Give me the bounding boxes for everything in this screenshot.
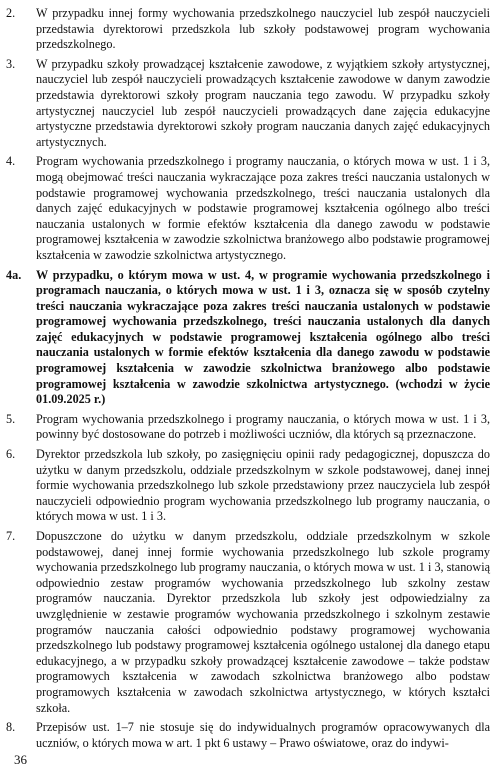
paragraph-number: 2. <box>6 6 16 20</box>
paragraph-2 <box>6 6 490 53</box>
paragraph-text: W przypadku innej formy wychowania przedszkolnego nauczyciel lub zespół nauczycieli przedstawia dyrektorowi przedszkola lub szkoły podstawowej program wychowania przedszkolnego. <box>36 6 490 52</box>
paragraph-5 <box>6 412 490 443</box>
paragraph-text: Program wychowania przedszkolnego i programy nauczania, o których mowa w ust. 1 i 3, powinny być dostosowane do potrzeb i możliwości uczniów, dla których są przeznaczone. <box>36 411 490 442</box>
paragraph-text: Program wychowania przedszkolnego i programy nauczania, o których mowa w ust. 1 i 3, mogą obejmować treści nauczania wykraczające poza zakres treści nauczania ustalonych w podstawie programowej wychowania przedszkolnego, treści nauczania ustalonych dla danych zajęć edukacyjnych w podstawie programowej kształcenia ogólnego albo treści nauczania ustalonych w formie efektów kształcenia dla danego zawodu w podstawie programowej kształcenia w zawodzie szkolnictwa branżowego albo podstawie programowej kształcenia w zawodzie szkolnictwa artystycznego. <box>36 154 490 262</box>
paragraph-6 <box>6 447 490 525</box>
paragraph-4a <box>6 268 490 408</box>
paragraph-number: 6. <box>6 447 16 462</box>
paragraph-number: 5. <box>6 411 16 426</box>
paragraph-7 <box>6 529 490 716</box>
paragraph-number: 7. <box>6 529 16 543</box>
paragraph-text: Dopuszczone do użytku w danym przedszkolu, oddziale przedszkolnym w szkole podstawowej, danej innej formie wychowania przedszkolnego lub szkole programy wychowania przedszkolnego lub programy nauczania, o których mowa w ust. 1 i 3, stanowią odpowiednio zestaw programów wychowania przedszkolnego lub szkolny zestaw programów nauczania. Dyrektor przedszkola lub szkoły jest odpowiedzialny za uwzględnienie w zestawie programów wychowania przedszkolnego i szkolnym zestawie programów nauczania całości odpowiednio podstawy programowej wychowania przedszkolnego lub podstawy programowej kształcenia ogólnego ustalonej dla danego etapu edukacyjnego, a w przypadku szkoły prowadzącej kształcenie zawodowe – także podstaw programowych kształcenia w zawodach szkolnictwa branżowego albo podstaw programowych kształcenia w zawodach szkolnictwa artystycznego, w których kształci szkoła. <box>36 529 490 715</box>
paragraph-text-wrapper <box>36 268 490 408</box>
paragraph-text: W przypadku, o którym mowa w ust. 4, w programie wychowania przedszkolnego i programach nauczania, o których mowa w ust. 1 i 3, oznacza się w sposób czytelny treści nauczania wykraczające poza zakres treści nauczania ustalonych w podstawie programowej wychowania przedszkolnego, treści nauczania ustalonych dla danych zajęć edukacyjnych w podstawie programowej kształcenia ogólnego albo treści nauczania ustalonych w formie efektów kształcenia dla danego zawodu w podstawie programowej kształcenia w zawodzie szkolnictwa branżowego albo podstawie programowej kształcenia w zawodzie szkolnictwa artystycznego. <box>36 267 490 391</box>
paragraph-text: W przypadku szkoły prowadzącej kształcenie zawodowe, z wyjątkiem szkoły artystycznej, nauczyciel lub zespół nauczycieli prowadzących kształcenie zawodowe w danym zawodzie przedstawia dyrektorowi szkoły program nauczania tego zawodu. W przypadku szkoły artystycznej nauczyciel lub zespół nauczycieli prowadzących dane zajęcia edukacyjne artystyczne przedstawia dyrektorowi szkoły program nauczania danych zajęć edukacyjnych artystycznych. <box>36 56 490 149</box>
paragraph-8 <box>6 720 490 751</box>
paragraph-number: 4a. <box>6 267 22 282</box>
paragraph-4 <box>6 154 490 263</box>
effective-date-note: (wchodzi w życie 01.09.2025 r.) <box>36 376 490 407</box>
paragraph-text: Dyrektor przedszkola lub szkoły, po zasięgnięciu opinii rady pedagogicznej, dopuszcza do użytku w danym przedszkolu, oddziale przedszkolnym w szkole podstawowej, danej innej formie wychowania przedszkolnego lub szkole przedstawiony przez nauczyciela lub zespół nauczycieli odpowiednio program wychowania przedszkolnego lub programy nauczania, o których mowa w ust. 1 i 3. <box>36 447 490 524</box>
paragraph-number: 8. <box>6 720 16 735</box>
page-number: 36 <box>14 752 27 767</box>
paragraph-text: Przepisów ust. 1–7 nie stosuje się do indywidualnych programów opracowywanych dla uczniów, o których mowa w art. 1 pkt 6 ustawy – Prawo oświatowe, oraz do indywi- <box>36 720 490 750</box>
paragraph-3 <box>6 57 490 151</box>
paragraph-number: 4. <box>6 154 16 169</box>
paragraph-number: 3. <box>6 56 16 71</box>
article-paragraphs <box>6 6 490 755</box>
